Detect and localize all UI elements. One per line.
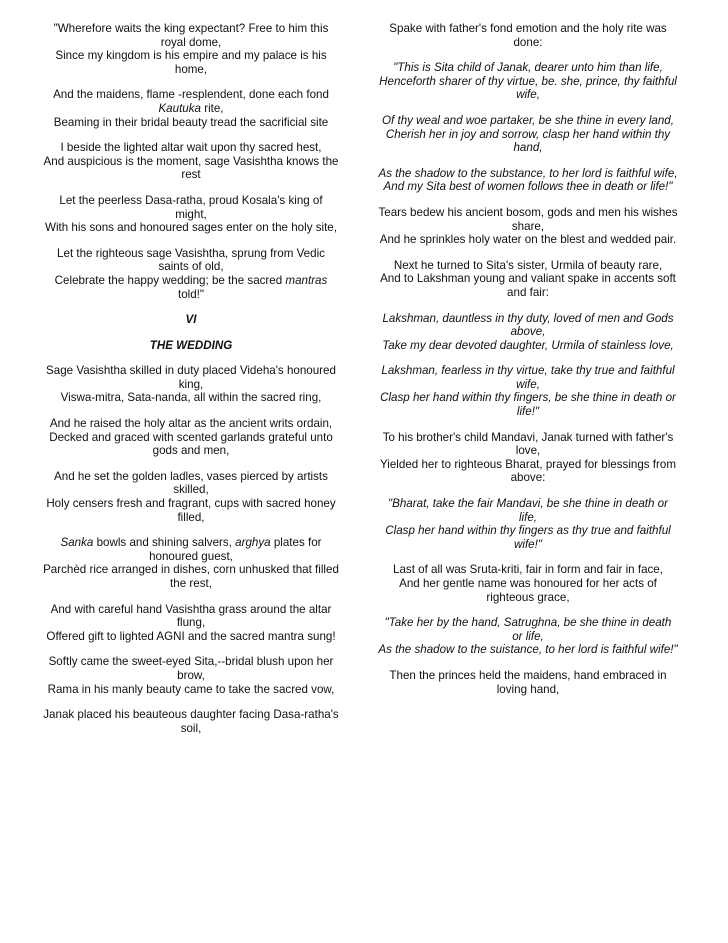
verse-line xyxy=(378,272,678,299)
verse-line xyxy=(42,155,340,182)
verse-text: And auspicious is the moment, sage Vasishtha knows the rest xyxy=(43,154,339,182)
right-column xyxy=(378,22,678,708)
verse-line xyxy=(42,655,340,682)
verse-line xyxy=(42,221,340,235)
stanza xyxy=(378,167,678,194)
verse-line xyxy=(378,339,678,353)
italic-text: Sanka xyxy=(60,536,94,550)
stanza xyxy=(42,247,340,301)
stanza xyxy=(42,603,340,644)
verse-line xyxy=(378,180,678,194)
italic-text: And my Sita best of women follows thee in death or life!" xyxy=(383,180,673,194)
verse-line xyxy=(42,141,340,155)
italic-text: mantras xyxy=(285,273,328,287)
stanza xyxy=(42,141,340,182)
stanza xyxy=(378,259,678,300)
italic-text: Kautuka xyxy=(158,101,201,115)
verse-line xyxy=(378,167,678,181)
stanza xyxy=(378,431,678,485)
stanza xyxy=(378,22,678,49)
verse-text: rite, xyxy=(200,101,224,115)
italic-text: Lakshman, dauntless in thy duty, loved of men and Gods above, xyxy=(382,311,674,339)
verse-text: Yielded her to righteous Bharat, prayed for blessings from above: xyxy=(379,457,676,485)
verse-text: Let the peerless Dasa-ratha, proud Kosala's king of might, xyxy=(59,193,323,221)
stanza xyxy=(378,114,678,155)
verse-text: Last of all was Sruta-kriti, fair in form and fair in face, xyxy=(393,563,663,577)
verse-text: Softly came the sweet-eyed Sita,--bridal blush upon her brow, xyxy=(48,655,334,682)
stanza xyxy=(378,364,678,418)
stanza xyxy=(42,536,340,590)
verse-line xyxy=(378,22,678,49)
stanza xyxy=(378,312,678,353)
verse-line xyxy=(378,577,678,604)
stanza xyxy=(42,88,340,129)
verse-text: "Wherefore waits the king expectant? Free to him this royal dome, xyxy=(53,22,329,49)
stanza xyxy=(378,669,678,696)
verse-line xyxy=(42,536,340,563)
italic-text: Clasp her hand within thy fingers, be she thine in death or life!" xyxy=(380,391,676,419)
verse-line xyxy=(378,669,678,696)
verse-text: bowls and shining salvers, xyxy=(93,536,236,550)
verse-text: Janak placed his beauteous daughter facing Dasa-ratha's soil, xyxy=(43,708,339,735)
verse-line xyxy=(378,259,678,273)
verse-text: Holy censers fresh and fragrant, cups with sacred honey filled, xyxy=(46,497,336,524)
verse-line xyxy=(42,683,340,697)
verse-text: And he raised the holy altar as the ancient writs ordain, xyxy=(49,417,333,431)
verse-text: And with careful hand Vasishtha grass around the altar flung, xyxy=(50,602,332,630)
verse-line xyxy=(42,417,340,431)
verse-line xyxy=(42,49,340,76)
verse-line xyxy=(378,616,678,643)
verse-line xyxy=(378,431,678,458)
verse-line xyxy=(378,128,678,155)
stanza xyxy=(378,497,678,551)
verse-text: Parchèd rice arranged in dishes, corn unhusked that filled the rest, xyxy=(43,563,339,590)
stanza xyxy=(42,194,340,235)
verse-text: Let the righteous sage Vasishtha, sprung from Vedic saints of old, xyxy=(57,246,325,274)
verse-text: told!" xyxy=(177,287,205,301)
verse-line xyxy=(378,563,678,577)
stanza xyxy=(42,417,340,458)
italic-text: As the shadow to the suistance, to her lord is faithful wife!" xyxy=(378,643,678,657)
verse-line xyxy=(42,194,340,221)
stanza xyxy=(42,708,340,735)
verse-line xyxy=(42,88,340,115)
verse-text: And her gentle name was honoured for her acts of righteous grace, xyxy=(399,577,657,604)
verse-text: I beside the lighted altar wait upon thy sacred hest, xyxy=(60,141,322,155)
verse-line xyxy=(42,247,340,274)
verse-text: Decked and graced with scented garlands grateful unto gods and men, xyxy=(49,430,333,458)
section-heading: THE WEDDING xyxy=(149,338,233,352)
verse-line xyxy=(378,458,678,485)
verse-line xyxy=(42,708,340,735)
verse-text: Beaming in their bridal beauty tread the sacrificial site xyxy=(53,115,329,129)
italic-text: Of thy weal and woe partaker, be she thine in every land, xyxy=(382,113,674,127)
verse-text: Spake with father's fond emotion and the holy rite was done: xyxy=(389,22,667,49)
italic-text: "Bharat, take the fair Mandavi, be she thine in death or life, xyxy=(388,497,668,524)
verse-text: Since my kingdom is his empire and my palace is his home, xyxy=(55,49,327,76)
verse-text: Rama in his manly beauty came to take the sacred vow, xyxy=(47,682,335,696)
verse-line xyxy=(42,364,340,391)
verse-line xyxy=(42,470,340,497)
verse-text: plates for honoured guest, xyxy=(149,536,322,563)
verse-line xyxy=(42,630,340,644)
verse-text: Celebrate the happy wedding; be the sacred xyxy=(54,273,286,287)
verse-line xyxy=(378,497,678,524)
verse-text: And the maidens, flame -resplendent, done each fond xyxy=(53,88,329,102)
verse-text: And he set the golden ladles, vases pierced by artists skilled, xyxy=(54,469,328,497)
verse-text: Offered gift to lighted AGNI and the sacred mantra sung! xyxy=(46,629,336,643)
stanza xyxy=(378,563,678,604)
italic-text: Lakshman, fearless in thy virtue, take thy true and faithful wife, xyxy=(381,364,675,391)
verse-line xyxy=(42,431,340,458)
stanza xyxy=(42,22,340,76)
left-column xyxy=(42,22,340,747)
italic-text: arghya xyxy=(235,536,271,550)
verse-line xyxy=(378,114,678,128)
verse-line xyxy=(378,206,678,233)
verse-line xyxy=(42,22,340,49)
stanza xyxy=(378,61,678,102)
verse-text: Viswa-mitra, Sata-nanda, all within the sacred ring, xyxy=(60,391,322,405)
verse-line xyxy=(378,61,678,102)
verse-line xyxy=(42,563,340,590)
verse-line xyxy=(42,391,340,405)
italic-text: As the shadow to the substance, to her lord is faithful wife, xyxy=(378,166,678,180)
verse-text: Tears bedew his ancient bosom, gods and men his wishes share, xyxy=(378,205,678,233)
verse-line xyxy=(42,497,340,524)
verse-text: Sage Vasishtha skilled in duty placed Videha's honoured king, xyxy=(46,364,336,391)
verse-text: With his sons and honoured sages enter on the holy site, xyxy=(45,221,337,235)
stanza xyxy=(42,364,340,405)
italic-text: Clasp her hand within thy fingers as thy true and faithful wife!" xyxy=(385,524,671,551)
verse-line xyxy=(378,524,678,551)
verse-text: Next he turned to Sita's sister, Urmila of beauty rare, xyxy=(393,258,663,272)
verse-line xyxy=(42,603,340,630)
italic-text: "Take her by the hand, Satrughna, be she thine in death or life, xyxy=(384,616,672,643)
stanza xyxy=(378,206,678,247)
verse-line xyxy=(378,312,678,339)
verse-line xyxy=(378,233,678,247)
stanza xyxy=(42,655,340,696)
verse-line xyxy=(42,274,340,301)
verse-line xyxy=(42,116,340,130)
verse-line xyxy=(378,364,678,391)
italic-text: "This is Sita child of Janak, dearer unto him than life, Henceforth sharer of thy virtue, be. she, prince, thy faithful wife, xyxy=(379,61,677,102)
verse-text: To his brother's child Mandavi, Janak turned with father's love, xyxy=(382,430,674,458)
italic-text: Take my dear devoted daughter, Urmila of stainless love, xyxy=(382,338,674,352)
italic-text: Cherish her in joy and sorrow, clasp her hand within thy hand, xyxy=(385,127,671,155)
verse-line xyxy=(378,391,678,418)
verse-line xyxy=(378,643,678,657)
verse-text: Then the princes held the maidens, hand embraced in loving hand, xyxy=(389,668,667,696)
section-heading: VI xyxy=(185,313,197,327)
verse-text: And he sprinkles holy water on the blest and wedded pair. xyxy=(379,233,677,247)
stanza xyxy=(378,616,678,657)
verse-text: And to Lakshman young and valiant spake in accents soft and fair: xyxy=(380,272,676,299)
stanza xyxy=(42,470,340,524)
